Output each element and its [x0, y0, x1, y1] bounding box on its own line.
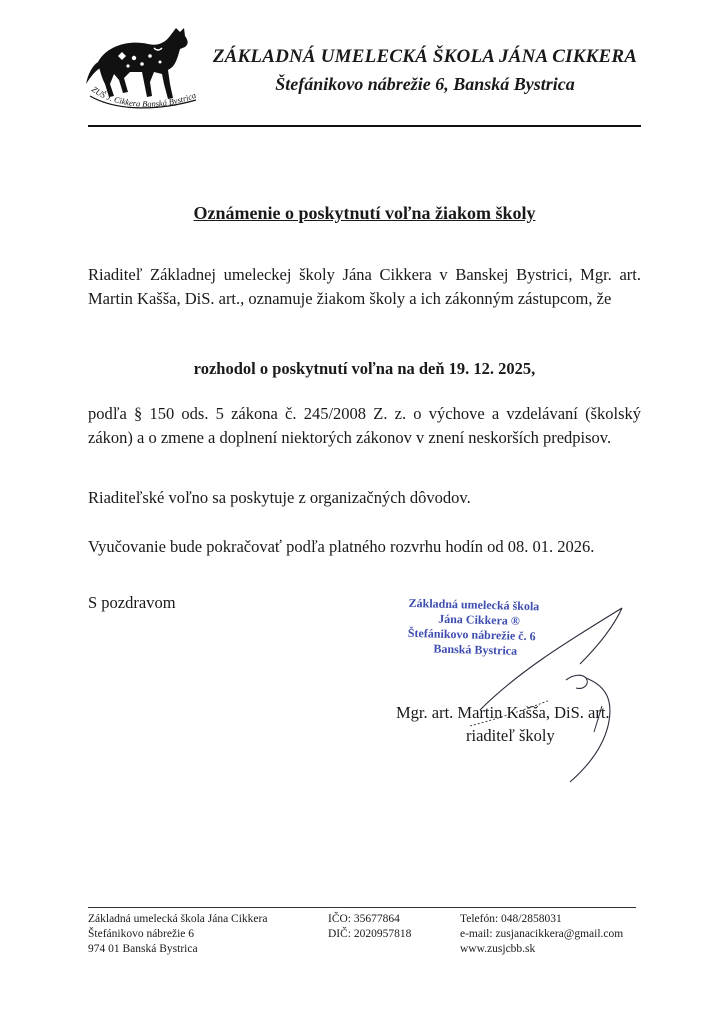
legal-basis-paragraph: podľa § 150 ods. 5 zákona č. 245/2008 Z. z. o výchove a vzdelávaní (školský zákon) a o zmene a doplnení niektorých zákonov v znení neskorších predpisov. [88, 404, 641, 447]
stamp-line-3: Štefánikovo nábrežie č. 6 [407, 625, 536, 644]
decision-paragraph: rozhodol o poskytnutí voľna na deň 19. 12. 2025, [193, 359, 536, 378]
signatory-role: riaditeľ školy [466, 726, 555, 745]
stamp-line-4: Banská Bystrica [433, 641, 518, 658]
footer-address [88, 912, 267, 957]
footer-dic: DIČ: 2020957818 [328, 928, 412, 940]
handwritten-signature [380, 600, 660, 790]
signatory-name: Mgr. art. Martin Kašša, DiS. art. [396, 703, 610, 722]
header-divider [88, 125, 641, 127]
reason-paragraph: Riaditeľské voľno sa poskytuje z organizačných dôvodov. [88, 488, 471, 507]
footer-phone: Telefón: 048/2858031 [460, 913, 562, 925]
footer-website: www.zusjcbb.sk [460, 943, 536, 955]
page-title: Oznámenie o poskytnutí voľna žiakom školy [193, 203, 536, 223]
intro-paragraph: Riaditeľ Základnej umeleckej školy Jána Cikkera v Banskej Bystrici, Mgr. art. Martin Kašša, DiS. art., oznamuje žiakom školy a ich zákonným zástupcom, že [88, 265, 641, 308]
footer-line: 974 01 Banská Bystrica [88, 943, 198, 955]
footer-email: e-mail: zusjanacikkera@gmail.com [460, 928, 624, 940]
school-name: ZÁKLADNÁ UMELECKÁ ŠKOLA JÁNA CIKKERA [212, 46, 638, 67]
footer-divider [88, 907, 636, 908]
footer-line: Základná umelecká škola Jána Cikkera [88, 913, 268, 925]
resume-paragraph: Vyučovanie bude pokračovať podľa platného rozvrhu hodín od 08. 01. 2026. [88, 537, 595, 556]
stamp-line-2: Jána Cikkera ® [438, 611, 521, 628]
greeting: S pozdravom [88, 593, 176, 612]
footer-line: Štefánikovo nábrežie 6 [88, 928, 195, 940]
stamp-line-1: Základná umelecká škola [408, 595, 540, 614]
school-address: Štefánikovo nábrežie 6, Banská Bystrica [275, 74, 575, 94]
logo-lettering: ZUŠ J. Cikkera Banská Bystrica [89, 84, 198, 109]
footer-ids [328, 912, 411, 942]
footer-ico: IČO: 35677864 [328, 913, 400, 925]
school-logo-horse [84, 22, 204, 112]
footer-contacts [460, 912, 623, 957]
